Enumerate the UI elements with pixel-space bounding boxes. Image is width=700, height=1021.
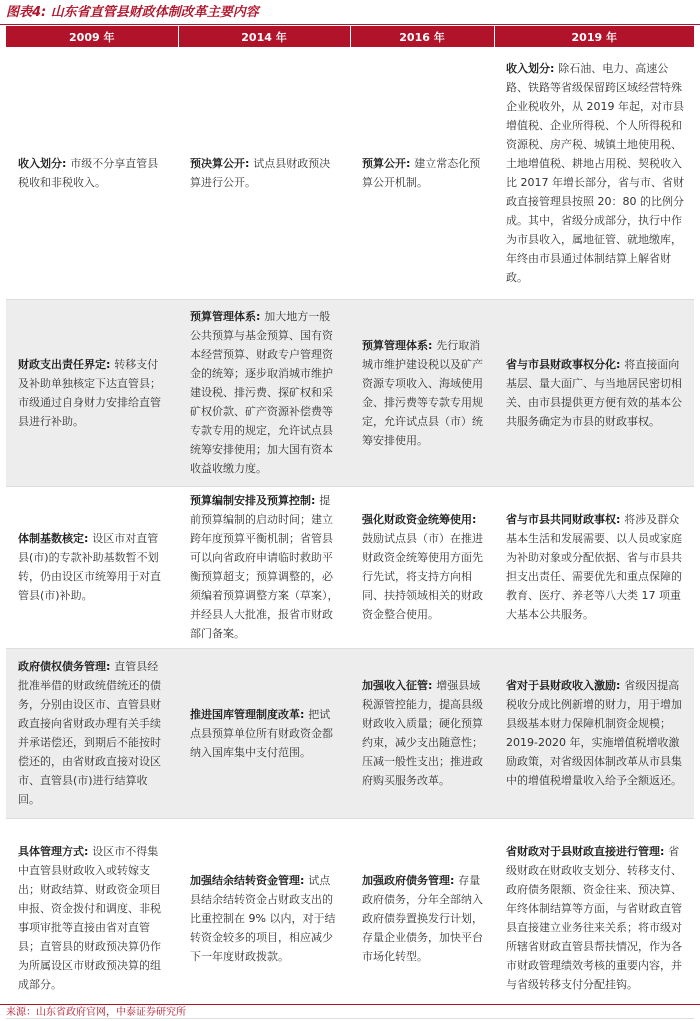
cell-label: 省对于县财政收入激励 bbox=[506, 679, 616, 692]
title-divider bbox=[0, 24, 700, 25]
column-header-2016: 2016 年 bbox=[350, 26, 494, 47]
cell-text: 先行取消城市维护建设税以及矿产资源专项收入、海域使用金、排污费等专款专用规定，允许试点县（市）统筹安排使用。 bbox=[362, 338, 483, 447]
table-cell-2009 bbox=[6, 648, 178, 818]
cell-label-separator: : bbox=[428, 338, 437, 352]
cell-label-separator: : bbox=[450, 873, 459, 887]
cell-label-separator: : bbox=[472, 513, 477, 526]
cell-text: 省级财政在财政收支划分、转移支付、政府债务限额、资金往来、预决算、年终体制结算等方面，与省财政直管县直接建立业务往来关系；将市级对所辖省财政直管县帮扶情况，作为各市财政管理绩效考核的重要内容，并与省级转移支付分配挂钩。 bbox=[506, 845, 682, 991]
cell-text: 试点县结余结转资金占财政支出的比重控制在 9% 以内，对于结转资金较多的项目，相应减少下一年度财政拨款。 bbox=[190, 873, 336, 963]
cell-label: 收入划分 bbox=[18, 156, 62, 170]
cell-label: 预决算公开 bbox=[190, 156, 245, 170]
table-cell-2009 bbox=[6, 47, 178, 299]
cell-label: 加强结余结转资金管理 bbox=[190, 873, 300, 887]
cell-label: 省财政对于县财政直接进行管理 bbox=[506, 845, 660, 858]
table-cell-2019 bbox=[494, 486, 694, 648]
table-cell-2016 bbox=[350, 486, 494, 648]
cell-text: 把试点县预算单位所有财政资金都纳入国库集中支付范围。 bbox=[190, 707, 333, 759]
cell-label: 政府债权债务管理 bbox=[18, 660, 106, 673]
table-cell-2014 bbox=[178, 818, 350, 1018]
cell-label: 收入划分 bbox=[506, 61, 550, 75]
table-cell-2019 bbox=[494, 299, 694, 486]
cell-text: 提前预算编制的启动时间；建立跨年度预算平衡机制；省管县可以向省政府申请临时救助平衡预算超支；预算调整的，必须编着预算调整方案（草案），并经县人大批准，报省市财政部门备案。 bbox=[190, 494, 339, 640]
table-cell-2009 bbox=[6, 818, 178, 1018]
cell-label: 强化财政资金统筹使用 bbox=[362, 513, 472, 526]
cell-text: 存量政府债务，分年全部纳入政府债券置换发行计划，存量企业债务，加快平台市场化转型。 bbox=[362, 873, 483, 963]
cell-text: 设区市对直管县(市)的专款补助基数暂不划转，仍由设区市统筹用于对直管县(市)补助。 bbox=[18, 532, 161, 602]
table-cell-2014 bbox=[178, 648, 350, 818]
cell-label: 体制基数核定 bbox=[18, 532, 84, 545]
cell-text: 除石油、电力、高速公路、铁路等省级保留跨区域经营特殊企业税收外，从 2019 年起，对市县增值税、企业所得税、个人所得税和资源税、房产税、城镇土地使用税、土地增值税、耕地占用税、契税收入比 2017 年增长部分，省与市、省财政直接管理县按照 20：80 的比例分成。其中，省级分成部分，执行中作为市县收入，属地征管、就地缴库，年终由市县通过体制结算上解省财政。 bbox=[506, 61, 684, 284]
table-cell-2014 bbox=[178, 299, 350, 486]
table-row bbox=[6, 299, 694, 486]
table-cell-2009 bbox=[6, 299, 178, 486]
cell-text: 设区市不得集中直管县财政收入或转嫁支出；财政结算、财政资金项目申报、资金拨付和调度、非税事项审批等直接由省对直管县；直管县的财政预决算仍作为所属设区市财政预决算的组成部分。 bbox=[18, 845, 161, 991]
cell-label: 财政支出责任界定 bbox=[18, 357, 106, 371]
cell-text: 鼓励试点县（市）在推进财政资金统筹使用方面先行先试，将支持方向相同、扶持领域相关的财政资金整合使用。 bbox=[362, 532, 483, 621]
cell-label: 预算公开 bbox=[362, 156, 406, 170]
table-cell-2016 bbox=[350, 648, 494, 818]
cell-label-separator: : bbox=[106, 660, 115, 673]
cell-label: 推进国库管理制度改革 bbox=[190, 707, 300, 721]
cell-label-separator: : bbox=[616, 513, 625, 526]
cell-label: 加强政府债务管理 bbox=[362, 873, 450, 887]
table-cell-2009 bbox=[6, 486, 178, 648]
cell-label: 具体管理方式 bbox=[18, 845, 84, 858]
cell-text: 省级因提高税收分成比例新增的财力，用于增加县级基本财力保障机制资金规模；2019-2020 年，实施增值税增收激励政策，对省级因体制改革从市县集中的增值税增量收入给予全额返还。 bbox=[506, 679, 682, 787]
cell-text: 将涉及群众基本生活和发展需要、以人员或家庭为补助对象或分配依据、省与市县共担支出责任、需要优先和重点保障的教育、医疗、养老等八大类 17 项重大基本公共服务。 bbox=[506, 513, 682, 621]
cell-label-separator: : bbox=[245, 156, 254, 170]
cell-text: 将直接面向基层、量大面广、与当地居民密切相关、由市县提供更方便有效的基本公共服务确定为市县的财政事权。 bbox=[506, 357, 682, 428]
figure-title: 图表4: 山东省直管县财政体制改革主要内容 bbox=[6, 5, 259, 20]
cell-label: 预算管理体系 bbox=[362, 338, 428, 352]
table-cell-2019 bbox=[494, 648, 694, 818]
column-header-2019: 2019 年 bbox=[494, 26, 694, 47]
table-row bbox=[6, 648, 694, 818]
cell-text: 增强县域税源管控能力，提高县级财政收入质量；硬化预算约束，减少支出随意性；压减一般性支出；推进政府购买服务改革。 bbox=[362, 679, 483, 787]
table-row bbox=[6, 47, 694, 299]
column-header-2014: 2014 年 bbox=[178, 26, 350, 47]
cell-label-separator: : bbox=[106, 357, 115, 371]
table-cell-2016 bbox=[350, 299, 494, 486]
cell-label-separator: : bbox=[428, 679, 437, 692]
cell-text: 转移支付及补助单独核定下达直管县；市级通过自身财力安排给直管县进行补助。 bbox=[18, 357, 161, 428]
cell-label: 加强收入征管 bbox=[362, 679, 428, 692]
cell-label: 预算编制安排及预算控制 bbox=[190, 494, 311, 507]
cell-label-separator: : bbox=[84, 532, 93, 545]
table-cell-2014 bbox=[178, 47, 350, 299]
source-note: 来源：山东省政府官网，中泰证券研究所 bbox=[6, 1007, 186, 1018]
cell-label-separator: : bbox=[550, 61, 559, 75]
table-header-row bbox=[6, 26, 694, 47]
column-header-2009: 2009 年 bbox=[6, 26, 178, 47]
cell-label-separator: : bbox=[300, 707, 309, 721]
table-cell-2019 bbox=[494, 818, 694, 1018]
cell-label: 省与市县财政事权分化 bbox=[506, 357, 616, 371]
cell-text: 市级不分享直管县税收和非税收入。 bbox=[18, 156, 159, 189]
cell-label: 预算管理体系 bbox=[190, 310, 256, 323]
reform-table bbox=[6, 26, 694, 1019]
cell-label-separator: : bbox=[616, 357, 625, 371]
cell-text: 加大地方一般公共预算与基金预算、国有资本经营预算、财政专户管理资金的统筹；逐步取消城市维护建设税、排污费、探矿权和采矿权价款、矿产资源补偿费等专款专用的规定，允许试点县统筹安排使用；加大国有资本收益收缴力度。 bbox=[190, 310, 333, 475]
table-cell-2019 bbox=[494, 47, 694, 299]
table-row bbox=[6, 818, 694, 1018]
cell-label-separator: : bbox=[62, 156, 71, 170]
table-cell-2016 bbox=[350, 47, 494, 299]
cell-label-separator: : bbox=[616, 679, 625, 692]
cell-label-separator: : bbox=[406, 156, 415, 170]
table-cell-2014 bbox=[178, 486, 350, 648]
table-row bbox=[6, 486, 694, 648]
cell-label-separator: : bbox=[256, 310, 265, 323]
cell-label-separator: : bbox=[84, 845, 93, 858]
cell-label-separator: : bbox=[311, 494, 320, 507]
cell-text: 建立常态化预算公开机制。 bbox=[362, 156, 481, 189]
cell-text: 试点县财政预决算进行公开。 bbox=[190, 156, 331, 189]
table-cell-2016 bbox=[350, 818, 494, 1018]
cell-label-separator: : bbox=[300, 873, 309, 887]
cell-text: 直管县经批准举借的财政统借统还的债务，分别由设区市、直管县财政直接向省财政办理有关手续并承诺偿还，到期后不能按时偿还的，由省财政直接对设区市、直管县(市)进行结算收回。 bbox=[18, 660, 161, 806]
table-body bbox=[6, 47, 694, 1018]
cell-label: 省与市县共同财政事权 bbox=[506, 513, 616, 526]
cell-label-separator: : bbox=[660, 845, 669, 858]
